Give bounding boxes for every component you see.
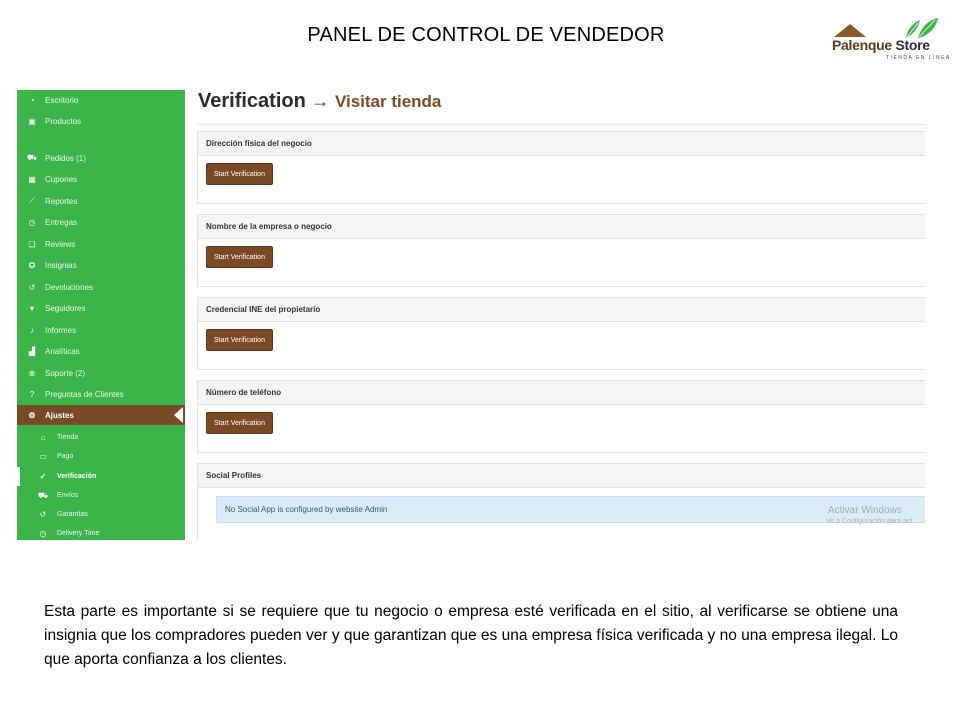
- chart-line-icon: ⟋: [29, 196, 35, 205]
- sidebar-item-reportes[interactable]: ⟋ Reportes: [17, 191, 185, 211]
- dashboard-icon: ◔: [29, 95, 35, 105]
- verification-panel-phone: [197, 380, 925, 453]
- bell-icon: ♪: [30, 325, 34, 335]
- palenque-store-logo: [830, 16, 951, 66]
- sidebar-item-insignias[interactable]: ✪ Insignias: [28, 260, 77, 270]
- start-verification-button[interactable]: Start Verification: [206, 246, 273, 268]
- sidebar-subitem-tienda[interactable]: ⌂ Tienda: [17, 428, 185, 447]
- logo-tagline: TIENDA EN LINEA: [886, 55, 951, 61]
- heart-icon: ♥: [29, 303, 35, 313]
- slide-title: PANEL DE CONTROL DE VENDEDOR: [307, 24, 665, 46]
- comments-icon: ❏: [28, 239, 36, 249]
- sidebar-subitem-pago[interactable]: ▭ Pago: [17, 447, 185, 466]
- undo-icon: ↺: [28, 282, 36, 292]
- panel-title: Nombre de la empresa o negocio: [198, 215, 925, 239]
- verification-panel-company-name: [197, 214, 925, 287]
- panel-title: Credencial INE del propietario: [198, 298, 925, 322]
- start-verification-button[interactable]: Start Verification: [206, 163, 273, 185]
- badge-icon: ✪: [28, 260, 36, 270]
- info-notice: No Social App is configured by website Admin: [216, 496, 925, 523]
- page-title: Verification → Visitar tienda: [198, 90, 442, 112]
- lifebuoy-icon: ⊗: [28, 368, 36, 378]
- panel-title: Número de teléfono: [198, 381, 925, 405]
- sidebar-item-analiticas[interactable]: ▟ Analíticas: [28, 346, 80, 356]
- sidebar-subitem-garantias[interactable]: ↺ Garantías: [17, 505, 185, 524]
- cart-icon: ⛟: [26, 153, 38, 162]
- sidebar-subitem-delivery-time[interactable]: ◷ Delivery Time: [17, 524, 185, 540]
- activation-watermark: Activar Windows: [828, 505, 902, 516]
- caret-left-icon: [174, 407, 183, 423]
- briefcase-icon: ▣: [28, 116, 36, 126]
- sidebar-item-devoluciones[interactable]: ↺ Devoluciones: [28, 282, 94, 292]
- sidebar-item-productos[interactable]: ▣ Productos: [28, 116, 82, 126]
- verification-panel-id: [197, 297, 925, 370]
- panel-title: Social Profiles: [198, 464, 925, 488]
- check-icon: ✓: [39, 472, 47, 481]
- sidebar-item-entregas[interactable]: ◷ Entregas: [28, 217, 78, 227]
- store-icon: ⌂: [40, 433, 46, 442]
- dashboard-screenshot: [17, 84, 925, 540]
- visit-store-link[interactable]: Visitar tienda: [334, 92, 442, 111]
- start-verification-button[interactable]: Start Verification: [206, 329, 273, 351]
- undo-icon: ↺: [39, 510, 47, 519]
- sidebar-item-escritorio[interactable]: ◔ Escritorio: [17, 90, 185, 110]
- activation-watermark-sub: Ve a Configuración para act: [826, 518, 913, 525]
- sidebar-item-soporte[interactable]: ⊗ Soporte (2): [28, 368, 86, 378]
- sidebar-item-pedidos[interactable]: ⛟ Pedidos (1): [26, 153, 86, 163]
- roof-icon: [834, 24, 866, 37]
- divider: [197, 124, 925, 125]
- gift-icon: ▦: [28, 174, 36, 184]
- sidebar-item-preguntas[interactable]: ? Preguntas de Clientes: [17, 384, 185, 404]
- logo-wordmark: Palenque Store: [832, 37, 930, 53]
- question-icon: ?: [29, 389, 35, 399]
- arrow-right-icon: →: [311, 91, 330, 111]
- panel-title: Dirección física del negocio: [198, 132, 925, 156]
- verification-panel-address: [197, 131, 925, 204]
- main-content: [189, 84, 925, 540]
- sidebar-item-seguidores[interactable]: ♥ Seguidores: [17, 298, 185, 318]
- sidebar-item-ajustes[interactable]: ⚙ Ajustes: [17, 405, 185, 425]
- credit-card-icon: ▭: [39, 452, 47, 461]
- sidebar-subitem-envios[interactable]: ⛟ Envíos: [37, 490, 79, 500]
- sidebar-item-informes[interactable]: ♪ Informes: [17, 320, 185, 340]
- sidebar-item-cupones[interactable]: ▦ Cupones: [28, 174, 78, 184]
- truck-icon: ⛟: [37, 490, 49, 500]
- gear-icon: ⚙: [28, 410, 36, 420]
- sidebar-subitem-verificacion[interactable]: ✓ Verificación: [17, 467, 185, 486]
- sidebar-item-reviews[interactable]: ❏ Reviews: [28, 239, 76, 249]
- start-verification-button[interactable]: Start Verification: [206, 412, 273, 434]
- clock-icon: ◷: [39, 529, 47, 538]
- clock-icon: ◷: [28, 217, 36, 227]
- sidebar: [17, 90, 185, 540]
- area-chart-icon: ▟: [28, 346, 36, 356]
- slide-caption: Esta parte es importante si se requiere que tu negocio o empresa esté verificada en el sitio, al verificarse se obtiene una insignia que los compradores pueden ver y que garantizan que es una empresa física verificada y no una empresa ilegal. Lo que aporta confianza a los clientes.: [44, 603, 898, 668]
- social-profiles-panel: [197, 463, 925, 540]
